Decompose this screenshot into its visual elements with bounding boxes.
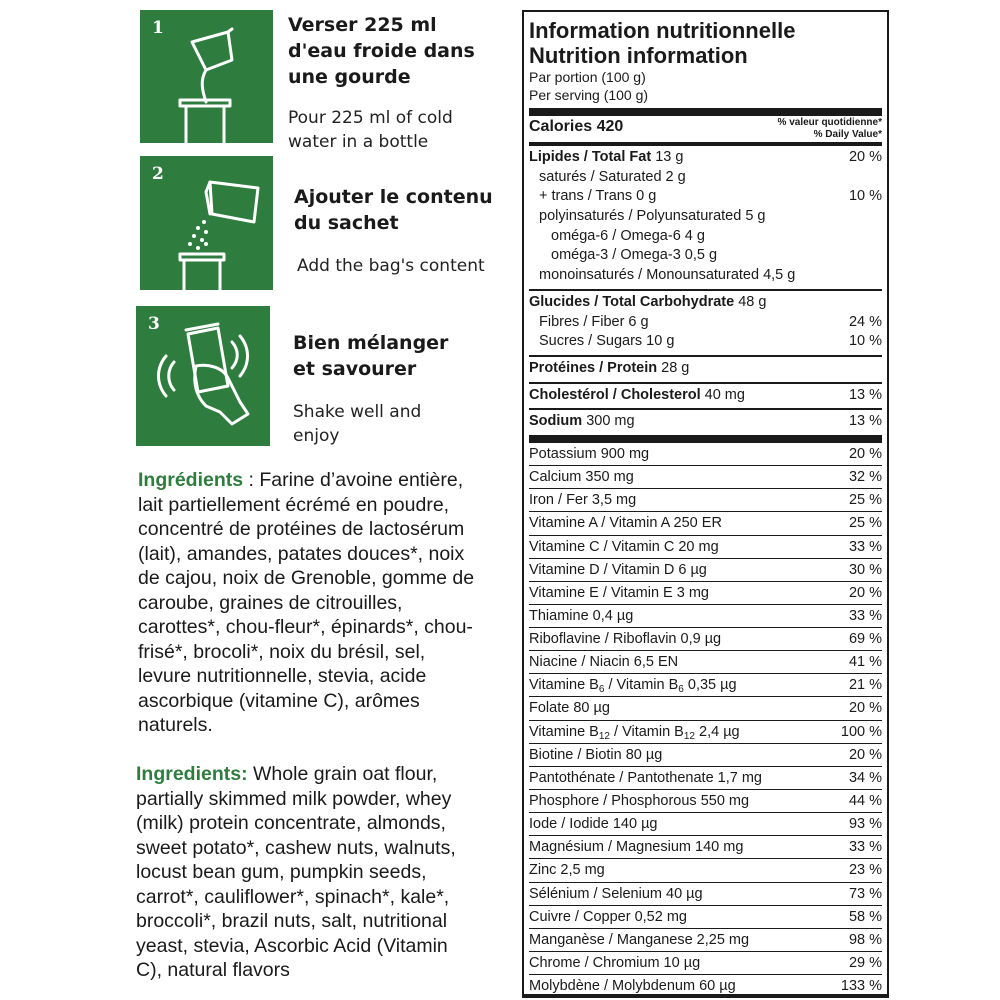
nutrient-row (529, 332, 882, 352)
protein-row (529, 359, 882, 379)
daily-value-percent: 25 % (848, 515, 882, 532)
nutrient-label: Molybdène / Molybdenum 60 µg (529, 978, 736, 995)
step-3-en-line: enjoy (293, 426, 340, 446)
vitamin-mineral-row (529, 489, 882, 512)
vitamin-mineral-row (529, 929, 882, 952)
protein-group (529, 357, 882, 384)
step-3-fr-line: Bien mélanger (293, 332, 449, 354)
nutrient-amount: + trans / Trans 0 g (539, 188, 657, 205)
nutrient-label: Cuivre / Copper 0,52 mg (529, 908, 687, 925)
nutrient-label: Chrome / Chromium 10 µg (529, 955, 701, 972)
nutrient-label: Calcium 350 mg (529, 469, 634, 486)
subscript: 6 (598, 684, 605, 696)
nutrient-amount: 13 g (651, 149, 684, 165)
subscript: 12 (598, 730, 610, 742)
ingredient-line: concentré de protéines de lactosérum (138, 518, 465, 540)
daily-value-percent: 73 % (848, 885, 882, 902)
vitamin-mineral-row (529, 906, 882, 929)
ingredient-line: ascorbique (vitamine C), arômes (138, 689, 420, 712)
step-3-english-text (293, 400, 421, 448)
ingredient-line: carottes*, chou-fleur*, épinards*, chou- (138, 616, 473, 638)
nutrient-name: Glucides / Total Carbohydrate (529, 293, 735, 310)
vitamin-mineral-row (529, 813, 882, 836)
vitamin-mineral-row (529, 790, 882, 813)
vitamin-mineral-row (529, 651, 882, 674)
nutrient-label: Vitamine A / Vitamin A 250 ER (529, 515, 722, 532)
nutrient-label: Vitamine E / Vitamin E 3 mg (529, 584, 709, 601)
vitamins-minerals-list (529, 443, 882, 998)
nutrient-label (529, 724, 740, 740)
vitamin-mineral-row (529, 744, 882, 767)
ingredient-line: locust bean gum, pumpkin seeds, (136, 861, 427, 883)
fat-group (529, 146, 882, 291)
nutrient-label: Niacine / Niacin 6,5 EN (529, 654, 679, 671)
step-2-english-text (297, 254, 485, 278)
ingredients-english (136, 762, 516, 983)
step-1-en-line: Pour 225 ml of cold (288, 108, 453, 128)
vitamin-mineral-row (529, 443, 882, 466)
daily-value-percent: 58 % (848, 908, 882, 925)
step-2-en-line: Add the bag's content (297, 256, 485, 276)
nutrition-facts-panel (522, 10, 889, 996)
serving-size-english: Per serving (100 g) (529, 87, 649, 103)
vitamin-mineral-row (529, 859, 882, 882)
nutrient-amount: monoinsaturés / Monounsaturated 4,5 g (539, 267, 796, 284)
daily-value-percent: 20 % (848, 445, 882, 462)
step-1-french-text (288, 12, 475, 90)
nutrition-title-english: Nutrition information (529, 43, 748, 68)
nutrient-label: Folate 80 µg (529, 700, 610, 717)
nutrient-row (529, 227, 882, 247)
ingredient-text: : Farine d’avoine entière, (243, 469, 464, 491)
step-2-french-text (294, 184, 493, 236)
vitamin-mineral-row (529, 674, 882, 697)
serving-size-french: Par portion (100 g) (529, 69, 646, 85)
nutrient-name: Vitamine B (529, 677, 599, 694)
nutrient-row (529, 207, 882, 227)
step-number: 2 (152, 164, 164, 184)
daily-value-percent: 44 % (848, 793, 882, 810)
ingredient-line: lait partiellement écrémé en poudre, (138, 493, 450, 516)
nutrient-label: Pantothénate / Pantothenate 1,7 mg (529, 769, 762, 786)
ingredient-line: frisé*, brocoli*, noix du brésil, sel, (138, 640, 426, 663)
step-1-fr-line: Verser 225 ml (288, 14, 437, 36)
nutrient-label: Iode / Iodide 140 µg (529, 816, 658, 833)
nutrient-name: Lipides / Total Fat (529, 149, 652, 165)
nutrient-name: / Vitamin B (604, 677, 679, 694)
vitamin-mineral-row (529, 512, 882, 535)
nutrient-name: Cholestérol / Cholesterol (529, 386, 701, 403)
nutrient-label (529, 677, 737, 696)
nutrient-label: Magnésium / Magnesium 140 mg (529, 839, 744, 856)
nutrient-amount: Fibres / Fiber 6 g (539, 313, 649, 330)
ingredient-line: naturels. (138, 714, 213, 736)
sodium-group (529, 410, 882, 435)
ingredient-line: sweet potato*, cashew nuts, walnuts, (136, 836, 456, 859)
calories-label: Calories 420 (529, 118, 624, 135)
ingredient-line: carrot*, cauliflower*, spinach*, kale*, (136, 885, 450, 908)
nutrient-label (551, 247, 717, 263)
nutrient-amount: oméga-3 / Omega-3 0,5 g (551, 247, 718, 264)
daily-value-percent: 20 % (848, 584, 882, 601)
nutrient-amount: 40 mg (700, 386, 745, 403)
step-2-fr-line: du sachet (294, 212, 399, 234)
nutrient-label: Phosphore / Phosphorous 550 mg (529, 793, 750, 810)
nutrient-label (539, 333, 674, 349)
daily-value-percent: 24 % (848, 313, 882, 330)
daily-value-percent: 69 % (848, 631, 882, 648)
nutrient-label (529, 294, 766, 310)
ingredient-line: levure nutritionnelle, stevia, acide (138, 665, 427, 687)
nutrient-amount: 2,4 µg (694, 723, 740, 740)
daily-value-header-en: % Daily Value* (813, 129, 882, 140)
daily-value-percent: 20 % (848, 746, 882, 763)
daily-value-percent: 13 % (848, 386, 882, 403)
step-3-icon-box (136, 306, 270, 446)
nutrient-row (529, 266, 882, 286)
nutrient-label (539, 314, 649, 330)
nutrient-name: Vitamine B (529, 723, 599, 740)
ingredient-line: (milk) protein concentrate, almonds, (136, 812, 446, 834)
daily-value-percent: 21 % (848, 677, 882, 694)
step-number: 1 (152, 18, 164, 38)
nutrient-amount: 28 g (657, 359, 690, 376)
nutrient-row (529, 246, 882, 266)
step-3-fr-line: et savourer (293, 358, 417, 380)
ingredients-heading: Ingrédients (138, 469, 244, 491)
daily-value-percent: 33 % (848, 607, 882, 624)
daily-value-percent: 33 % (848, 538, 882, 555)
nutrient-amount: oméga-6 / Omega-6 4 g (551, 227, 705, 244)
vitamin-mineral-row (529, 767, 882, 790)
nutrient-label: Sélénium / Selenium 40 µg (529, 885, 703, 902)
vitamin-mineral-row (529, 466, 882, 489)
nutrient-amount: 300 mg (582, 413, 635, 430)
nutrient-label: Vitamine D / Vitamin D 6 µg (529, 561, 707, 578)
vitamin-mineral-row (529, 628, 882, 651)
cholesterol-group (529, 384, 882, 411)
nutrient-label (539, 267, 795, 283)
vitamin-mineral-row (529, 536, 882, 559)
nutrient-label: Biotine / Biotin 80 µg (529, 746, 663, 763)
ingredient-line: C), natural flavors (136, 959, 290, 981)
divider (529, 435, 882, 443)
nutrient-label: Iron / Fer 3,5 mg (529, 492, 637, 509)
nutrient-name: Sodium (529, 413, 583, 430)
step-2-fr-line: Ajouter le contenu (294, 186, 493, 208)
step-number: 3 (148, 314, 160, 334)
nutrient-label: Riboflavine / Riboflavin 0,9 µg (529, 631, 722, 648)
nutrient-label (539, 169, 686, 185)
divider (529, 108, 882, 116)
nutrient-label (529, 149, 683, 165)
daily-value-header (778, 117, 882, 141)
ingredient-line (138, 468, 518, 493)
step-3-french-text (293, 330, 448, 382)
step-1-en-line: water in a bottle (288, 132, 429, 152)
nutrient-name: Protéines / Protein (529, 359, 658, 376)
step-1-icon-box (140, 10, 273, 143)
nutrient-label: Zinc 2,5 mg (529, 862, 605, 879)
ingredient-line: broccoli*, brazil nuts, salt, nutritional (136, 910, 448, 932)
daily-value-percent: 13 % (848, 413, 882, 430)
vitamin-mineral-row (529, 883, 882, 906)
daily-value-percent: 25 % (848, 492, 882, 509)
ingredient-line: caroube, graines de citrouilles, (138, 591, 403, 614)
vitamin-mineral-row (529, 836, 882, 859)
ingredient-line (136, 762, 516, 787)
nutrient-name: / Vitamin B (609, 723, 684, 740)
calories-row (529, 116, 882, 142)
daily-value-percent: 98 % (848, 931, 882, 948)
daily-value-header-fr: % valeur quotidienne* (777, 117, 882, 128)
nutrient-label: Manganèse / Manganese 2,25 mg (529, 931, 750, 948)
daily-value-percent: 29 % (848, 955, 882, 972)
step-1-fr-line: d'eau froide dans (288, 40, 475, 62)
nutrient-amount: 0,35 µg (683, 677, 737, 694)
nutrient-row (529, 168, 882, 188)
ingredient-line: de cajou, noix de Grenoble, gomme de (138, 567, 475, 589)
sodium-row (529, 412, 882, 432)
cholesterol-row (529, 386, 882, 406)
vitamin-mineral-row (529, 559, 882, 582)
subscript: 6 (678, 684, 684, 696)
step-1-fr-line: une gourde (288, 66, 411, 88)
nutrient-row (529, 313, 882, 333)
daily-value-percent: 30 % (848, 561, 882, 578)
ingredient-line: (lait), amandes, patates douces*, noix (138, 542, 465, 565)
daily-value-percent: 10 % (848, 188, 882, 205)
nutrient-label: Vitamine C / Vitamin C 20 mg (529, 538, 719, 555)
nutrient-label (551, 228, 705, 244)
nutrient-label: Potassium 900 mg (529, 445, 650, 462)
ingredients-french (138, 468, 518, 738)
nutrient-row (529, 148, 882, 168)
daily-value-percent: 41 % (848, 654, 882, 671)
nutrient-amount: 48 g (734, 293, 767, 310)
vitamin-mineral-row (529, 697, 882, 720)
daily-value-percent: 20 % (848, 149, 882, 165)
daily-value-percent: 34 % (848, 769, 882, 786)
daily-value-percent: 10 % (848, 333, 882, 350)
nutrient-row (529, 293, 882, 313)
step-1-english-text (288, 106, 453, 154)
vitamin-mineral-row (529, 952, 882, 975)
daily-value-percent: 32 % (848, 469, 882, 486)
daily-value-percent: 23 % (848, 862, 882, 879)
nutrient-amount: polyinsaturés / Polyunsaturated 5 g (539, 208, 766, 225)
nutrient-amount: Sucres / Sugars 10 g (539, 333, 675, 350)
ingredient-line: yeast, stevia, Ascorbic Acid (Vitamin (136, 934, 448, 957)
ingredient-line: partially skimmed milk powder, whey (136, 787, 452, 810)
ingredient-text: Whole grain oat flour, (247, 763, 438, 785)
vitamin-mineral-row (529, 605, 882, 628)
nutrient-label: Thiamine 0,4 µg (529, 607, 634, 624)
nutrient-label (539, 208, 766, 224)
daily-value-percent: 33 % (848, 839, 882, 856)
subscript: 12 (683, 730, 695, 742)
nutrient-amount: saturés / Saturated 2 g (539, 168, 686, 185)
carbohydrate-group (529, 291, 882, 357)
daily-value-percent: 133 % (840, 978, 882, 995)
vitamin-mineral-row (529, 721, 882, 744)
step-3-en-line: Shake well and (293, 402, 422, 422)
nutrient-row (529, 187, 882, 207)
panel-bottom-rule (522, 994, 889, 998)
daily-value-percent: 93 % (848, 816, 882, 833)
vitamin-mineral-row (529, 582, 882, 605)
step-2-icon-box (140, 156, 273, 290)
nutrition-title-french: Information nutritionnelle (529, 18, 796, 43)
daily-value-percent: 20 % (848, 700, 882, 717)
nutrient-label (539, 188, 656, 204)
ingredients-heading: Ingredients: (136, 763, 248, 785)
daily-value-percent: 100 % (840, 723, 882, 740)
